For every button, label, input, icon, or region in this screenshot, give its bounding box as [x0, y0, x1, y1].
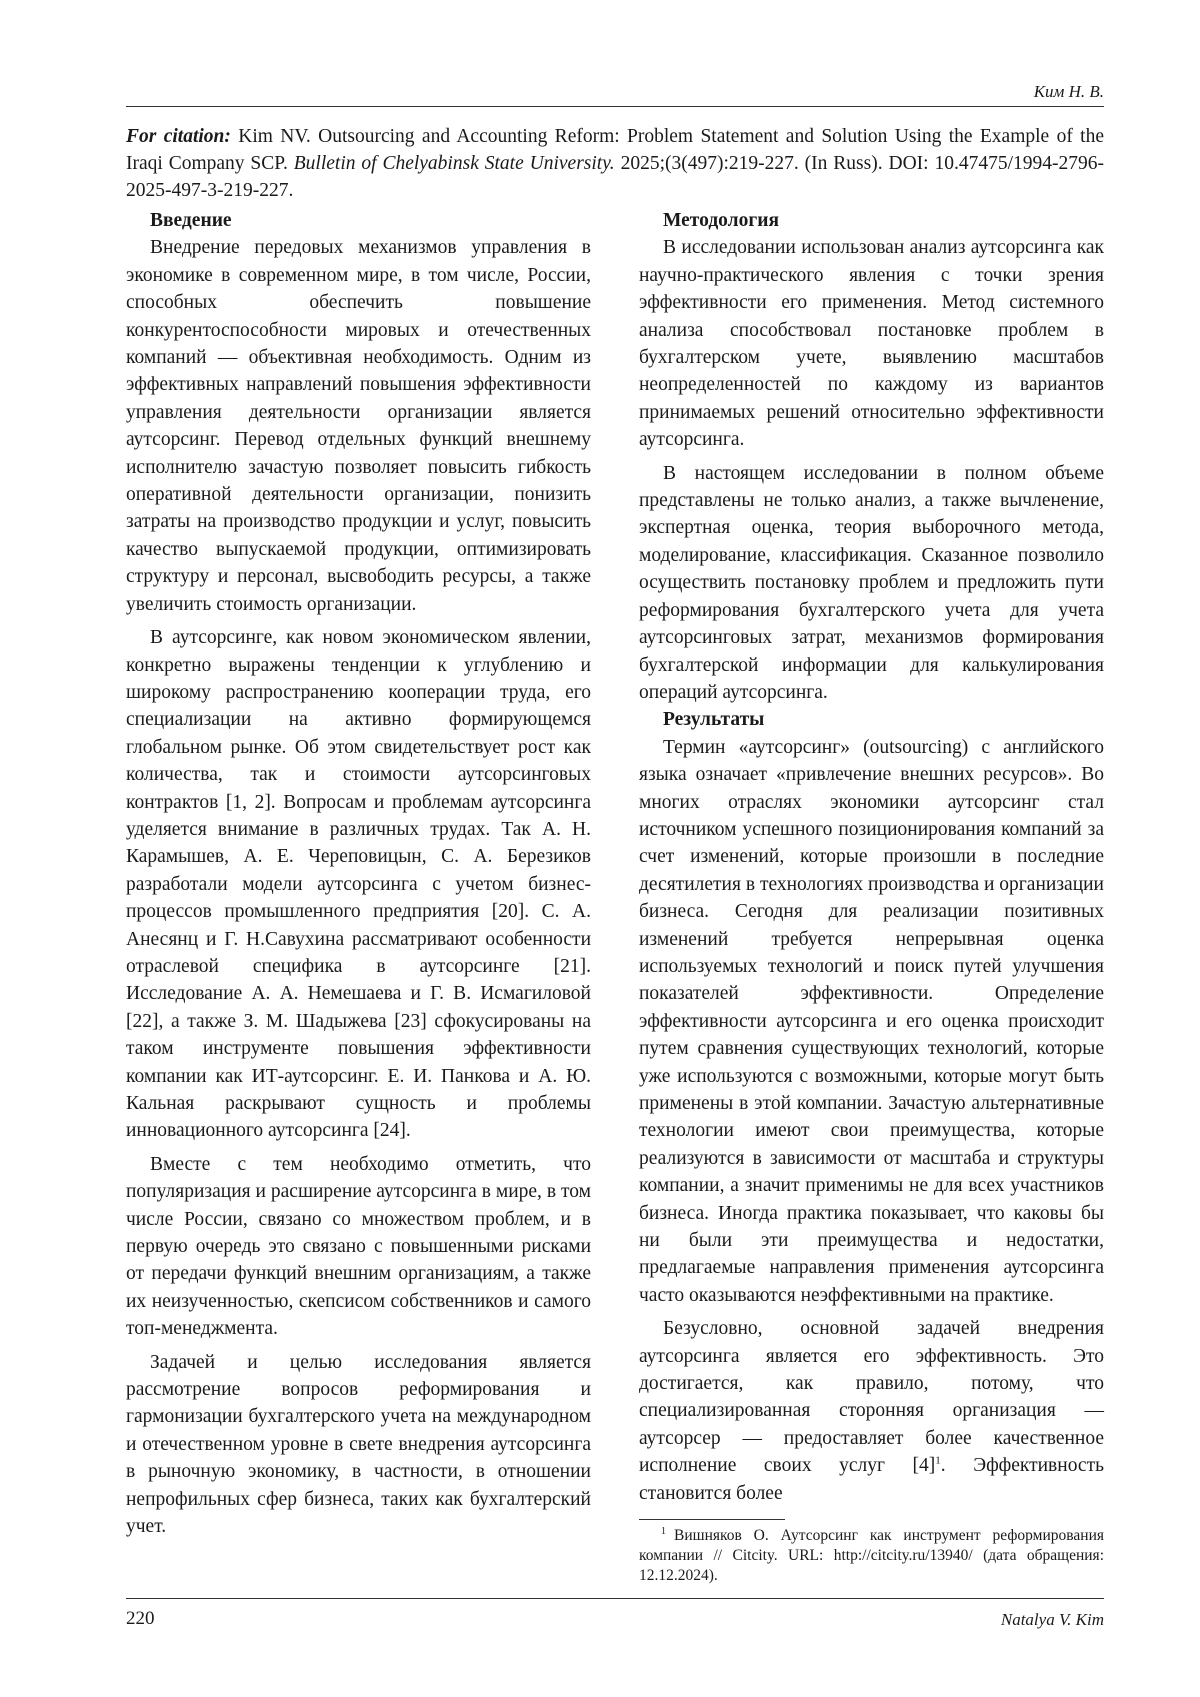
citation-label: For citation: [126, 126, 231, 147]
paragraph: В аутсорсинге, как новом экономическом явлении, конкретно выражены тенденции к углублению и широкому распространению кооперации труда, его специализации на активно формирующемся глобальном рынке. Об этом свидетельствует рост как количества, так и стоимости аутсорсинговых контрактов [1, 2]. Вопросам и проблемам аутсорсинга уделяется внимание в различных трудах. Так А. Н. Карамышев, А. Е. Череповицын, С. А. Березиков разработали модели аутсорсинга с учетом бизнес-процессов промышленного предприятия [20]. С. А. Анесянц и Г. Н.Савухина рассматривают особенности отраслевой специфика в аутсорсинге [21]. Исследование А. А. Немешаева и Г. В. Исмагиловой [22], а также З. М. Шадыжева [23] сфокусированы на таком инструменте повышения эффективности компании как ИТ-аутсорсинг. Е. И. Панкова и А. Ю. Кальная раскрывают сущность и проблемы инновационного аутсорсинга [24]. [126, 627, 591, 1142]
paragraph: Задачей и целью исследования является рассмотрение вопросов реформирования и гармонизации бухгалтерского учета на международном и отечественном уровне в свете внедрения аутсорсинга в рыночную экономику, в частности, в отношении непрофильных сфер бизнеса, таких как бухгалтерский учет. [126, 1351, 591, 1538]
footer-rule [126, 1598, 1104, 1599]
running-header-author: Ким Н. В. [1033, 82, 1104, 101]
paragraph: В исследовании использован анализ аутсорсинга как научно-практического явления с точки зрения эффективности его применения. Метод системного анализа способствовал постановке проблем в бухгалтерском учете, выявлению масштабов неопределенностей по каждому из вариантов принимаемых решений относительно эффективности аутсорсинга. [639, 237, 1104, 451]
citation-doi: 2025;(3(497):219-227. (In Russ). DOI: 10.47475/1994-2796-2025-497-3-219-227. [126, 153, 1104, 201]
paragraph-tail: . Эффективность становится более [639, 1455, 1105, 1504]
running-footer-author: Natalya V. Kim [1000, 1610, 1104, 1629]
paragraph-text: Безусловно, основной задачей внедрения аутсорсинга является его эффективность. Это достигается, как правило, потому, что специализированная сторонняя организация — аутсорсер — предоставляет более качественное исполнение своих услуг [4] [639, 1318, 1104, 1477]
paragraph: Внедрение передовых механизмов управления в экономике в современном мире, в том числе, России, способных обеспечить повышение конкурентоспособности мировых и отечественных компаний — объективная необходимость. Одним из эффективных направлений повышения эффективности управления деятельности организации является аутсорсинг. Перевод отдельных функций внешнему исполнителю зачастую позволяет повысить гибкость оперативной деятельности организации, понизить затраты на производство продукции и услуг, повысить качество выпускаемой продукции, оптимизировать структуру и персонал, высвободить ресурсы, а также увеличить стоимость организации. [126, 237, 591, 615]
footnote [639, 1526, 1104, 1586]
left-column [126, 207, 591, 1547]
right-column [639, 207, 1104, 1586]
footnote-rule [639, 1519, 785, 1520]
footnote-ref[interactable]: 1 [935, 1454, 941, 1467]
paragraph [639, 1315, 1104, 1507]
citation-text: Kim NV. Outsourcing and Accounting Reform: Problem Statement and Solution Using the Example of the Iraqi Company SCP. [126, 126, 1104, 174]
paragraph: Вместе с тем необходимо отметить, что популяризация и расширение аутсорсинга в мире, в том числе России, связано со множеством проблем, и в первую очередь это связано с повышенными рисками от передачи функций внешним организациям, а также их неизученностью, скепсисом собственников и самого топ-менеджмента. [126, 1153, 591, 1340]
section-heading-introduction: Введение [150, 210, 232, 231]
citation-journal: Bulletin of Chelyabinsk State University. [293, 153, 615, 174]
section-heading-methodology: Методология [663, 210, 780, 231]
footnote-text: Вишняков О. Аутсорсинг как инструмент реформирования компании // Citcity. URL: http://citcity.ru/13940/ (дата обращения: 12.12.2024). [639, 1527, 1104, 1585]
section-heading-results: Результаты [663, 709, 765, 731]
header-rule [126, 106, 1104, 107]
paragraph: Термин «аутсорсинг» (outsourcing) с английского языка означает «привлечение внешних ресурсов». Во многих отраслях экономики аутсорсинг стал источником успешного позиционирования компаний за счет изменений, которые произошли в последние десятилетия в технологиях производства и организации бизнеса. Сегодня для реализации позитивных изменений требуется непрерывная оценка используемых технологий и поиск путей улучшения показателей эффективности. Определение эффективности аутсорсинга и его оценка происходит путем сравнения существующих технологий, которые уже используются с возможными, которые могут быть применены в этой компании. Зачастую альтернативные технологии имеют свои преимущества, которые реализуются в зависимости от масштаба и структуры компании, а значит применимы не для всех участников бизнеса. Иногда практика показывает, что каковы бы ни были эти преимущества и недостатки, предлагаемые направления применения аутсорсинга часто оказываются неэффективными на практике. [639, 736, 1104, 1306]
footnote-number: 1 [661, 1525, 666, 1537]
page-number: 220 [126, 1608, 155, 1629]
paragraph: В настоящем исследовании в полном объеме представлены не только анализ, а также вычленение, экспертная оценка, теория выборочного метода, моделирование, классификация. Сказанное позволило осуществить постановку проблем и предложить пути реформирования бухгалтерского учета для учета аутсорсинговых затрат, механизмов формирования бухгалтерской информации для калькулирования операций аутсорсинга. [639, 462, 1104, 703]
citation-block [126, 123, 1104, 204]
